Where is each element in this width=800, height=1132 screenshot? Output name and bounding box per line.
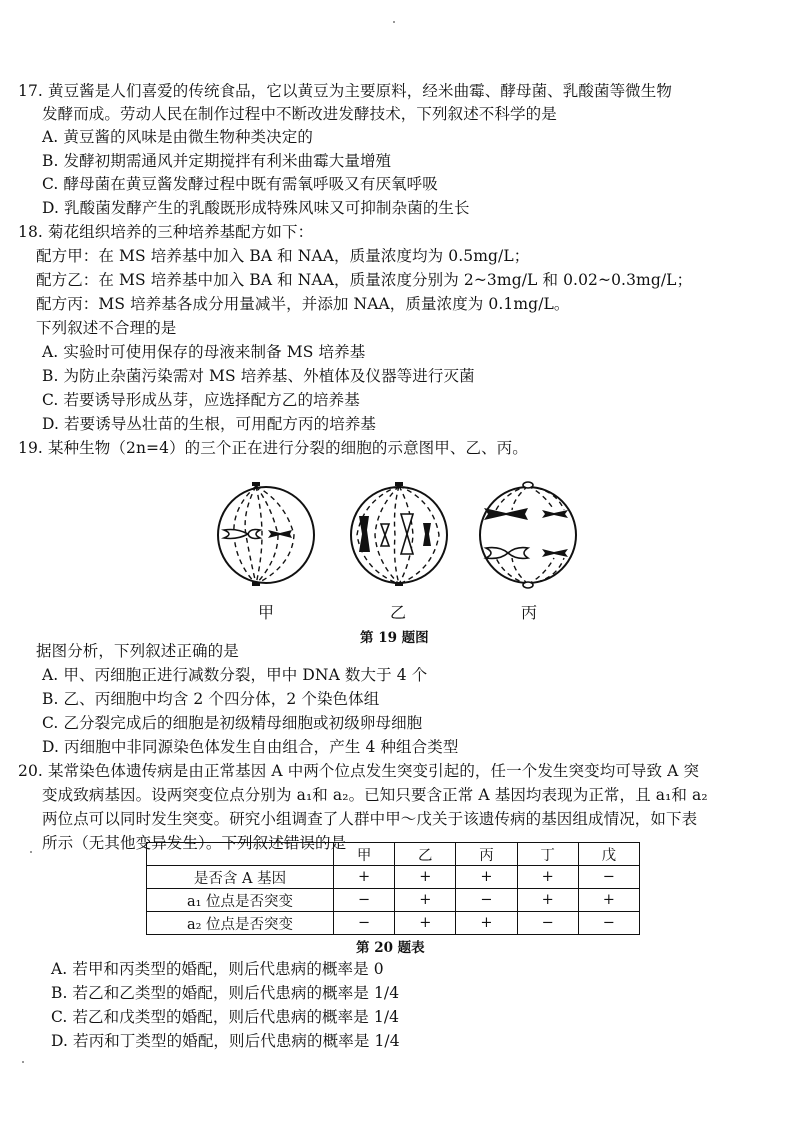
- table-header-cell: [147, 843, 334, 866]
- cell-jia-diagram: [212, 478, 322, 592]
- q17-option-a: A. 黄豆酱的风味是由微生物种类决定的: [42, 128, 313, 146]
- q19-option-c: C. 乙分裂完成后的细胞是初级精母细胞或初级卵母细胞: [42, 714, 423, 732]
- q18-recipe-bing: 配方丙：MS 培养基各成分用量减半，并添加 NAA，质量浓度为 0.1mg/L。: [36, 295, 570, 313]
- q20-table-caption: 第 20 题表: [356, 940, 425, 956]
- table-cell: −: [517, 912, 578, 935]
- table-header-cell: 甲: [334, 843, 395, 866]
- cell-bing-diagram: [472, 478, 584, 592]
- q20-stem-line1: 20. 某常染色体遗传病是由正常基因 A 中两个位点发生突变引起的，任一个发生突变均可导致 A 突: [18, 762, 700, 780]
- centrosome-top: [523, 482, 533, 488]
- table-cell: −: [334, 889, 395, 912]
- scan-speck: [30, 851, 32, 853]
- table-row-label: a₂ 位点是否突变: [147, 912, 334, 935]
- q20-option-b: B. 若乙和乙类型的婚配，则后代患病的概率是 1/4: [51, 984, 400, 1002]
- table-cell: −: [578, 912, 639, 935]
- table-cell: +: [334, 866, 395, 889]
- q18-option-b: B. 为防止杂菌污染需对 MS 培养基、外植体及仪器等进行灭菌: [42, 367, 475, 385]
- q19-option-b: B. 乙、丙细胞中均含 2 个四分体，2 个染色体组: [42, 690, 380, 708]
- chromosome-hollow: [224, 530, 260, 539]
- table-row-label: a₁ 位点是否突变: [147, 889, 334, 912]
- table-header-cell: 乙: [395, 843, 456, 866]
- q19-stem: 19. 某种生物（2n=4）的三个正在进行分裂的细胞的示意图甲、乙、丙。: [18, 439, 528, 457]
- chromosome-small-solid: [423, 523, 431, 546]
- q17-stem-line2: 发酵而成。劳动人民在制作过程中不断改进发酵技术，下列叙述不科学的是: [42, 105, 557, 123]
- cell-membrane: [480, 487, 576, 583]
- chromosome-small-hollow: [381, 524, 389, 546]
- q20-option-c: C. 若乙和戊类型的婚配，则后代患病的概率是 1/4: [51, 1008, 400, 1026]
- chromosome-small-solid-bottom: [542, 549, 568, 557]
- table-cell: −: [334, 912, 395, 935]
- table-cell: +: [456, 866, 517, 889]
- centrosome-bottom: [523, 582, 533, 588]
- q17-option-b: B. 发酵初期需通风并定期搅拌有利米曲霉大量增殖: [42, 152, 392, 170]
- q20-option-a: A. 若甲和丙类型的婚配，则后代患病的概率是 0: [51, 960, 384, 978]
- cell-jia-label: 甲: [258, 603, 275, 622]
- centrosome-bottom: [252, 582, 260, 586]
- table-cell: +: [578, 889, 639, 912]
- q20-stem-line4: 所示（无其他变异发生）。下列叙述错误的是: [42, 834, 347, 852]
- table-row: [147, 912, 640, 935]
- q19-figure-caption: 第 19 题图: [360, 630, 429, 646]
- table-cell: +: [395, 889, 456, 912]
- chromosome-large-solid: [359, 516, 370, 552]
- chromosome-large-hollow-bottom: [486, 548, 528, 559]
- cell-bing-label: 丙: [521, 603, 538, 622]
- spindle-fibers: [496, 486, 564, 584]
- q19-prompt: 据图分析，下列叙述正确的是: [36, 642, 239, 660]
- cell-yi-label: 乙: [390, 603, 407, 622]
- q17-stem-line1: 17. 黄豆酱是人们喜爱的传统食品，它以黄豆为主要原料，经米曲霉、酵母菌、乳酸菌等微生物: [18, 82, 672, 100]
- table-cell: +: [456, 912, 517, 935]
- q18-prompt: 下列叙述不合理的是: [36, 319, 177, 337]
- table-cell: +: [395, 912, 456, 935]
- table-header-row: [147, 843, 640, 866]
- q17-option-d: D. 乳酸菌发酵产生的乳酸既形成特殊风味又可抑制杂菌的生长: [42, 199, 470, 217]
- chromosome-small-solid-top: [542, 510, 568, 518]
- q17-option-c: C. 酵母菌在黄豆酱发酵过程中既有需氧呼吸又有厌氧呼吸: [42, 175, 438, 193]
- q19-option-a: A. 甲、丙细胞正进行减数分裂，甲中 DNA 数大于 4 个: [42, 666, 428, 684]
- chromosome-large-hollow: [401, 514, 413, 554]
- cell-yi-diagram: [343, 478, 455, 592]
- table-header-cell: 戊: [578, 843, 639, 866]
- table-cell: +: [517, 866, 578, 889]
- q18-stem: 18. 菊花组织培养的三种培养基配方如下：: [18, 223, 314, 241]
- table-cell: −: [456, 889, 517, 912]
- chromosome-large-solid-top: [484, 508, 528, 520]
- table-cell: +: [395, 866, 456, 889]
- centrosome-bottom: [395, 582, 403, 586]
- centrosome-top: [395, 482, 403, 486]
- table-cell: +: [517, 889, 578, 912]
- q20-gene-table: [146, 842, 640, 935]
- q18-recipe-jia: 配方甲：在 MS 培养基中加入 BA 和 NAA，质量浓度均为 0.5mg/L；: [36, 247, 530, 265]
- table-row: [147, 889, 640, 912]
- q18-option-d: D. 若要诱导丛壮苗的生根，可用配方丙的培养基: [42, 415, 377, 433]
- q20-stem-line2: 变成致病基因。设两突变位点分别为 a₁和 a₂。已知只要含正常 A 基因均表现为正常，且 a₁和 a₂: [42, 786, 708, 804]
- table-header-cell: 丁: [517, 843, 578, 866]
- q20-stem-line3: 两位点可以同时发生突变。研究小组调查了人群中甲～戊关于该遗传病的基因组成情况，如下表: [42, 810, 698, 828]
- chromosome-solid: [268, 530, 292, 538]
- q19-option-d: D. 丙细胞中非同源染色体发生自由组合，产生 4 种组合类型: [42, 738, 459, 756]
- scan-speck: [22, 1061, 24, 1063]
- table-row-label: 是否含 A 基因: [147, 866, 334, 889]
- centrosome-top: [252, 482, 260, 486]
- table-cell: −: [578, 866, 639, 889]
- q18-option-c: C. 若要诱导形成丛芽，应选择配方乙的培养基: [42, 391, 360, 409]
- scan-speck: [393, 21, 395, 23]
- table-header-cell: 丙: [456, 843, 517, 866]
- table-row: [147, 866, 640, 889]
- q20-option-d: D. 若丙和丁类型的婚配，则后代患病的概率是 1/4: [51, 1032, 400, 1050]
- q18-recipe-yi: 配方乙：在 MS 培养基中加入 BA 和 NAA，质量浓度分别为 2~3mg/L 和 0.02~0.3mg/L；: [36, 271, 693, 289]
- q18-option-a: A. 实验时可使用保存的母液来制备 MS 培养基: [42, 343, 366, 361]
